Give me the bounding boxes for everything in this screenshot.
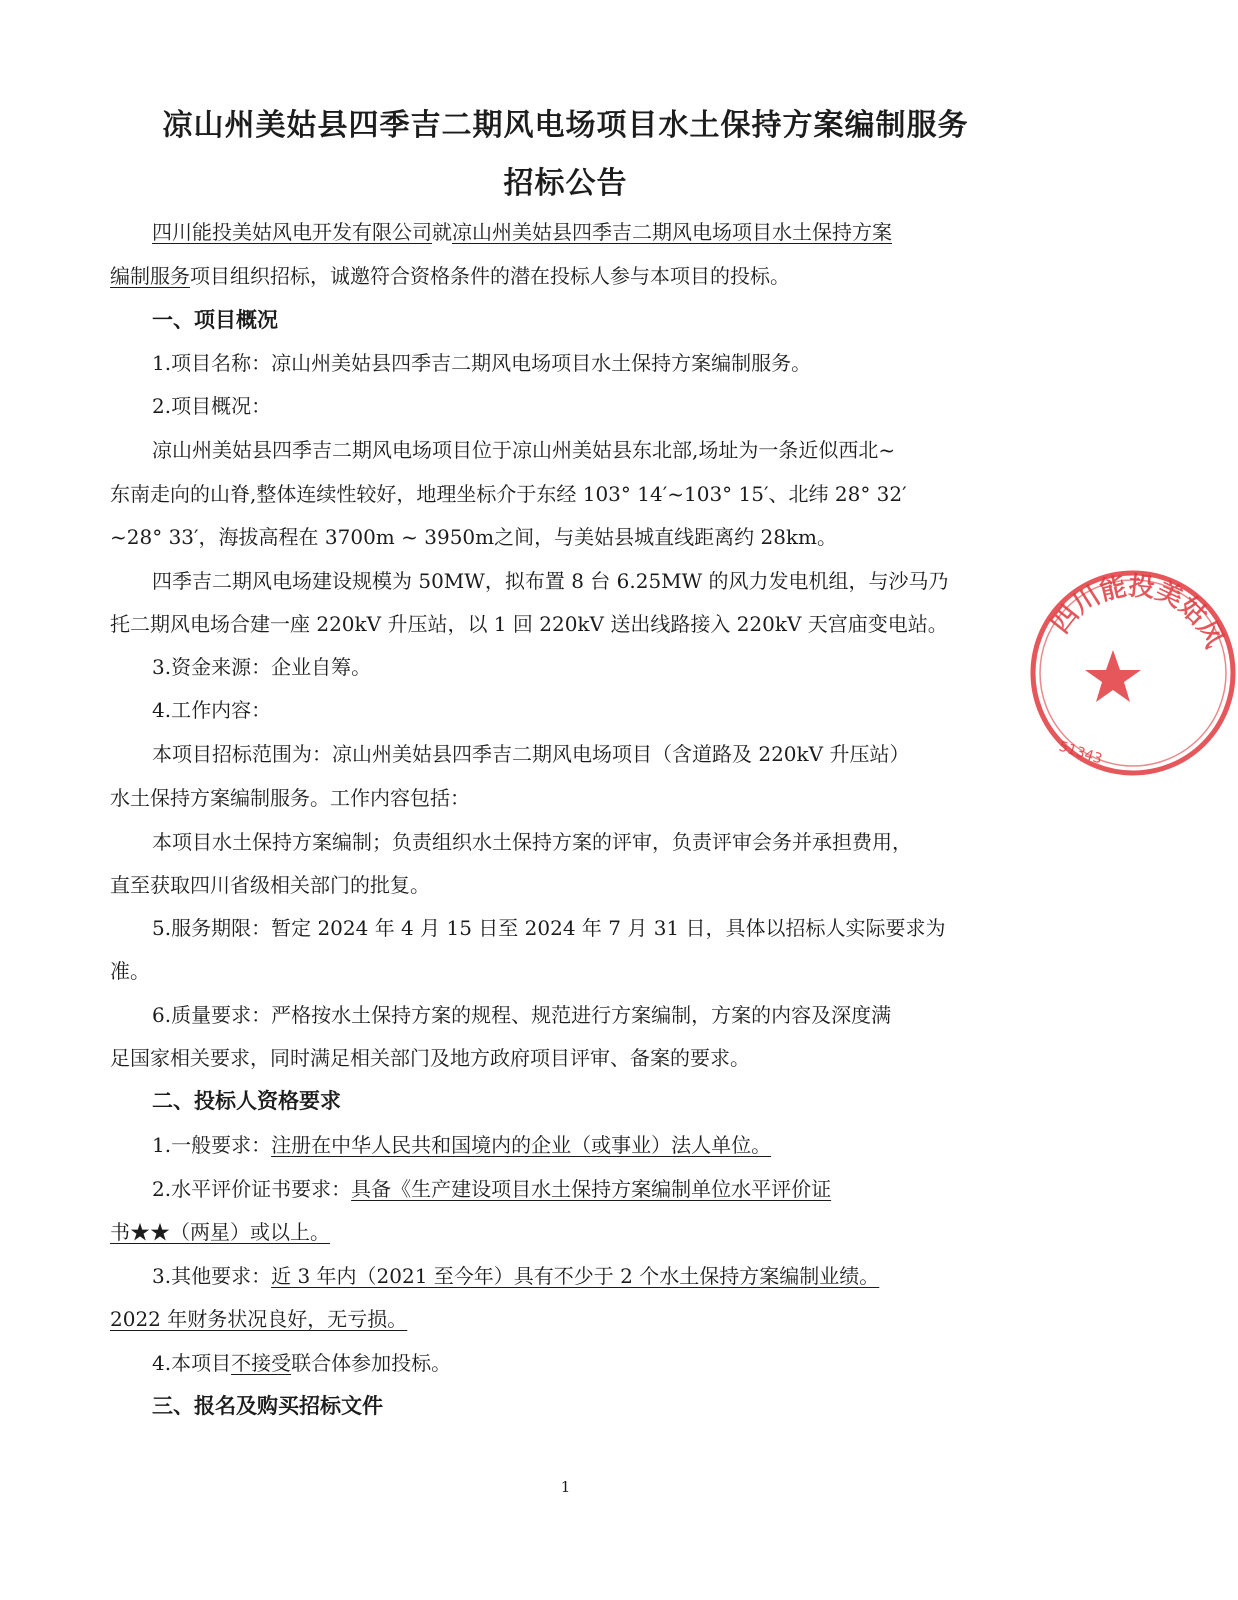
- item-funding: 3.资金来源：企业自筹。: [152, 655, 372, 679]
- tenderer-name: 四川能投美姑风电开发有限公司: [152, 220, 432, 244]
- item-service-period: 5.服务期限：暂定 2024 年 4 月 15 日至 2024 年 7 月 31 日，具体以招标人实际要求为: [152, 916, 946, 940]
- seal-text: 四川能投美姑风: [1045, 571, 1230, 653]
- overview-text: 凉山州美姑县四季吉二期风电场项目位于凉山州美姑县东北部,场址为一条近似西北~: [152, 438, 896, 462]
- scale-text: 托二期风电场合建一座 220kV 升压站，以 1 回 220kV 送出线路接入 220kV 天宫庙变电站。: [110, 612, 948, 636]
- item-quality: 6.质量要求：严格按水土保持方案的规程、规范进行方案编制，方案的内容及深度满: [152, 1003, 892, 1027]
- document-title-line2: 招标公告: [503, 166, 628, 201]
- project-name: 凉山州美姑县四季吉二期风电场项目水土保持方案: [452, 220, 892, 244]
- company-seal-icon: [1028, 568, 1238, 778]
- requirement-other: 2022 年财务状况良好，无亏损。: [110, 1307, 408, 1331]
- item-project-name: 1.项目名称：凉山州美姑县四季吉二期风电场项目水土保持方案编制服务。: [152, 351, 812, 375]
- overview-text: 东南走向的山脊,整体连续性较好，地理坐标介于东经 103° 14′~103° 15′、北纬 28° 32′: [110, 482, 907, 506]
- intro-line2: 编制服务项目组织招标，诚邀符合资格条件的潜在投标人参与本项目的投标。: [110, 264, 790, 288]
- item-quality: 足国家相关要求，同时满足相关部门及地方政府项目评审、备案的要求。: [110, 1046, 750, 1070]
- overview-text: ~28° 33′，海拔高程在 3700m ~ 3950m之间，与美姑县城直线距离约 28km。: [110, 525, 838, 549]
- requirement-certificate: 2.水平评价证书要求：具备《生产建设项目水土保持方案编制单位水平评价证: [152, 1177, 832, 1201]
- section-heading-overview: 一、项目概况: [152, 308, 278, 332]
- work-text: 直至获取四川省级相关部门的批复。: [110, 873, 430, 897]
- scope-text: 本项目招标范围为：凉山州美姑县四季吉二期风电场项目（含道路及 220kV 升压站）: [152, 742, 910, 766]
- requirement-certificate: 书★★（两星）或以上。: [110, 1220, 330, 1244]
- item-service-period: 准。: [110, 959, 150, 983]
- scope-text: 水土保持方案编制服务。工作内容包括：: [110, 786, 470, 810]
- scale-text: 四季吉二期风电场建设规模为 50MW，拟布置 8 台 6.25MW 的风力发电机组，与沙马乃: [152, 569, 949, 593]
- section-heading-qualifications: 二、投标人资格要求: [152, 1089, 341, 1113]
- requirement-consortium: 4.本项目不接受联合体参加投标。: [152, 1351, 452, 1375]
- document-title-line1: 凉山州美姑县四季吉二期风电场项目水土保持方案编制服务: [162, 108, 969, 143]
- section-heading-registration: 三、报名及购买招标文件: [152, 1394, 383, 1418]
- requirement-general: 1.一般要求：注册在中华人民共和国境内的企业（或事业）法人单位。: [152, 1133, 772, 1157]
- seal-code: 51343: [1056, 738, 1105, 768]
- intro-line1: 四川能投美姑风电开发有限公司就凉山州美姑县四季吉二期风电场项目水土保持方案: [152, 220, 892, 244]
- svg-text:四川能投美姑风: [1046, 570, 1229, 652]
- requirement-other: 3.其他要求：近 3 年内（2021 至今年）具有不少于 2 个水土保持方案编制业绩。: [152, 1264, 880, 1288]
- item-work-content: 4.工作内容：: [152, 698, 272, 722]
- work-text: 本项目水土保持方案编制；负责组织水土保持方案的评审，负责评审会务并承担费用，: [152, 830, 912, 854]
- item-project-overview: 2.项目概况：: [152, 394, 272, 418]
- page-number: 1: [560, 1478, 571, 1496]
